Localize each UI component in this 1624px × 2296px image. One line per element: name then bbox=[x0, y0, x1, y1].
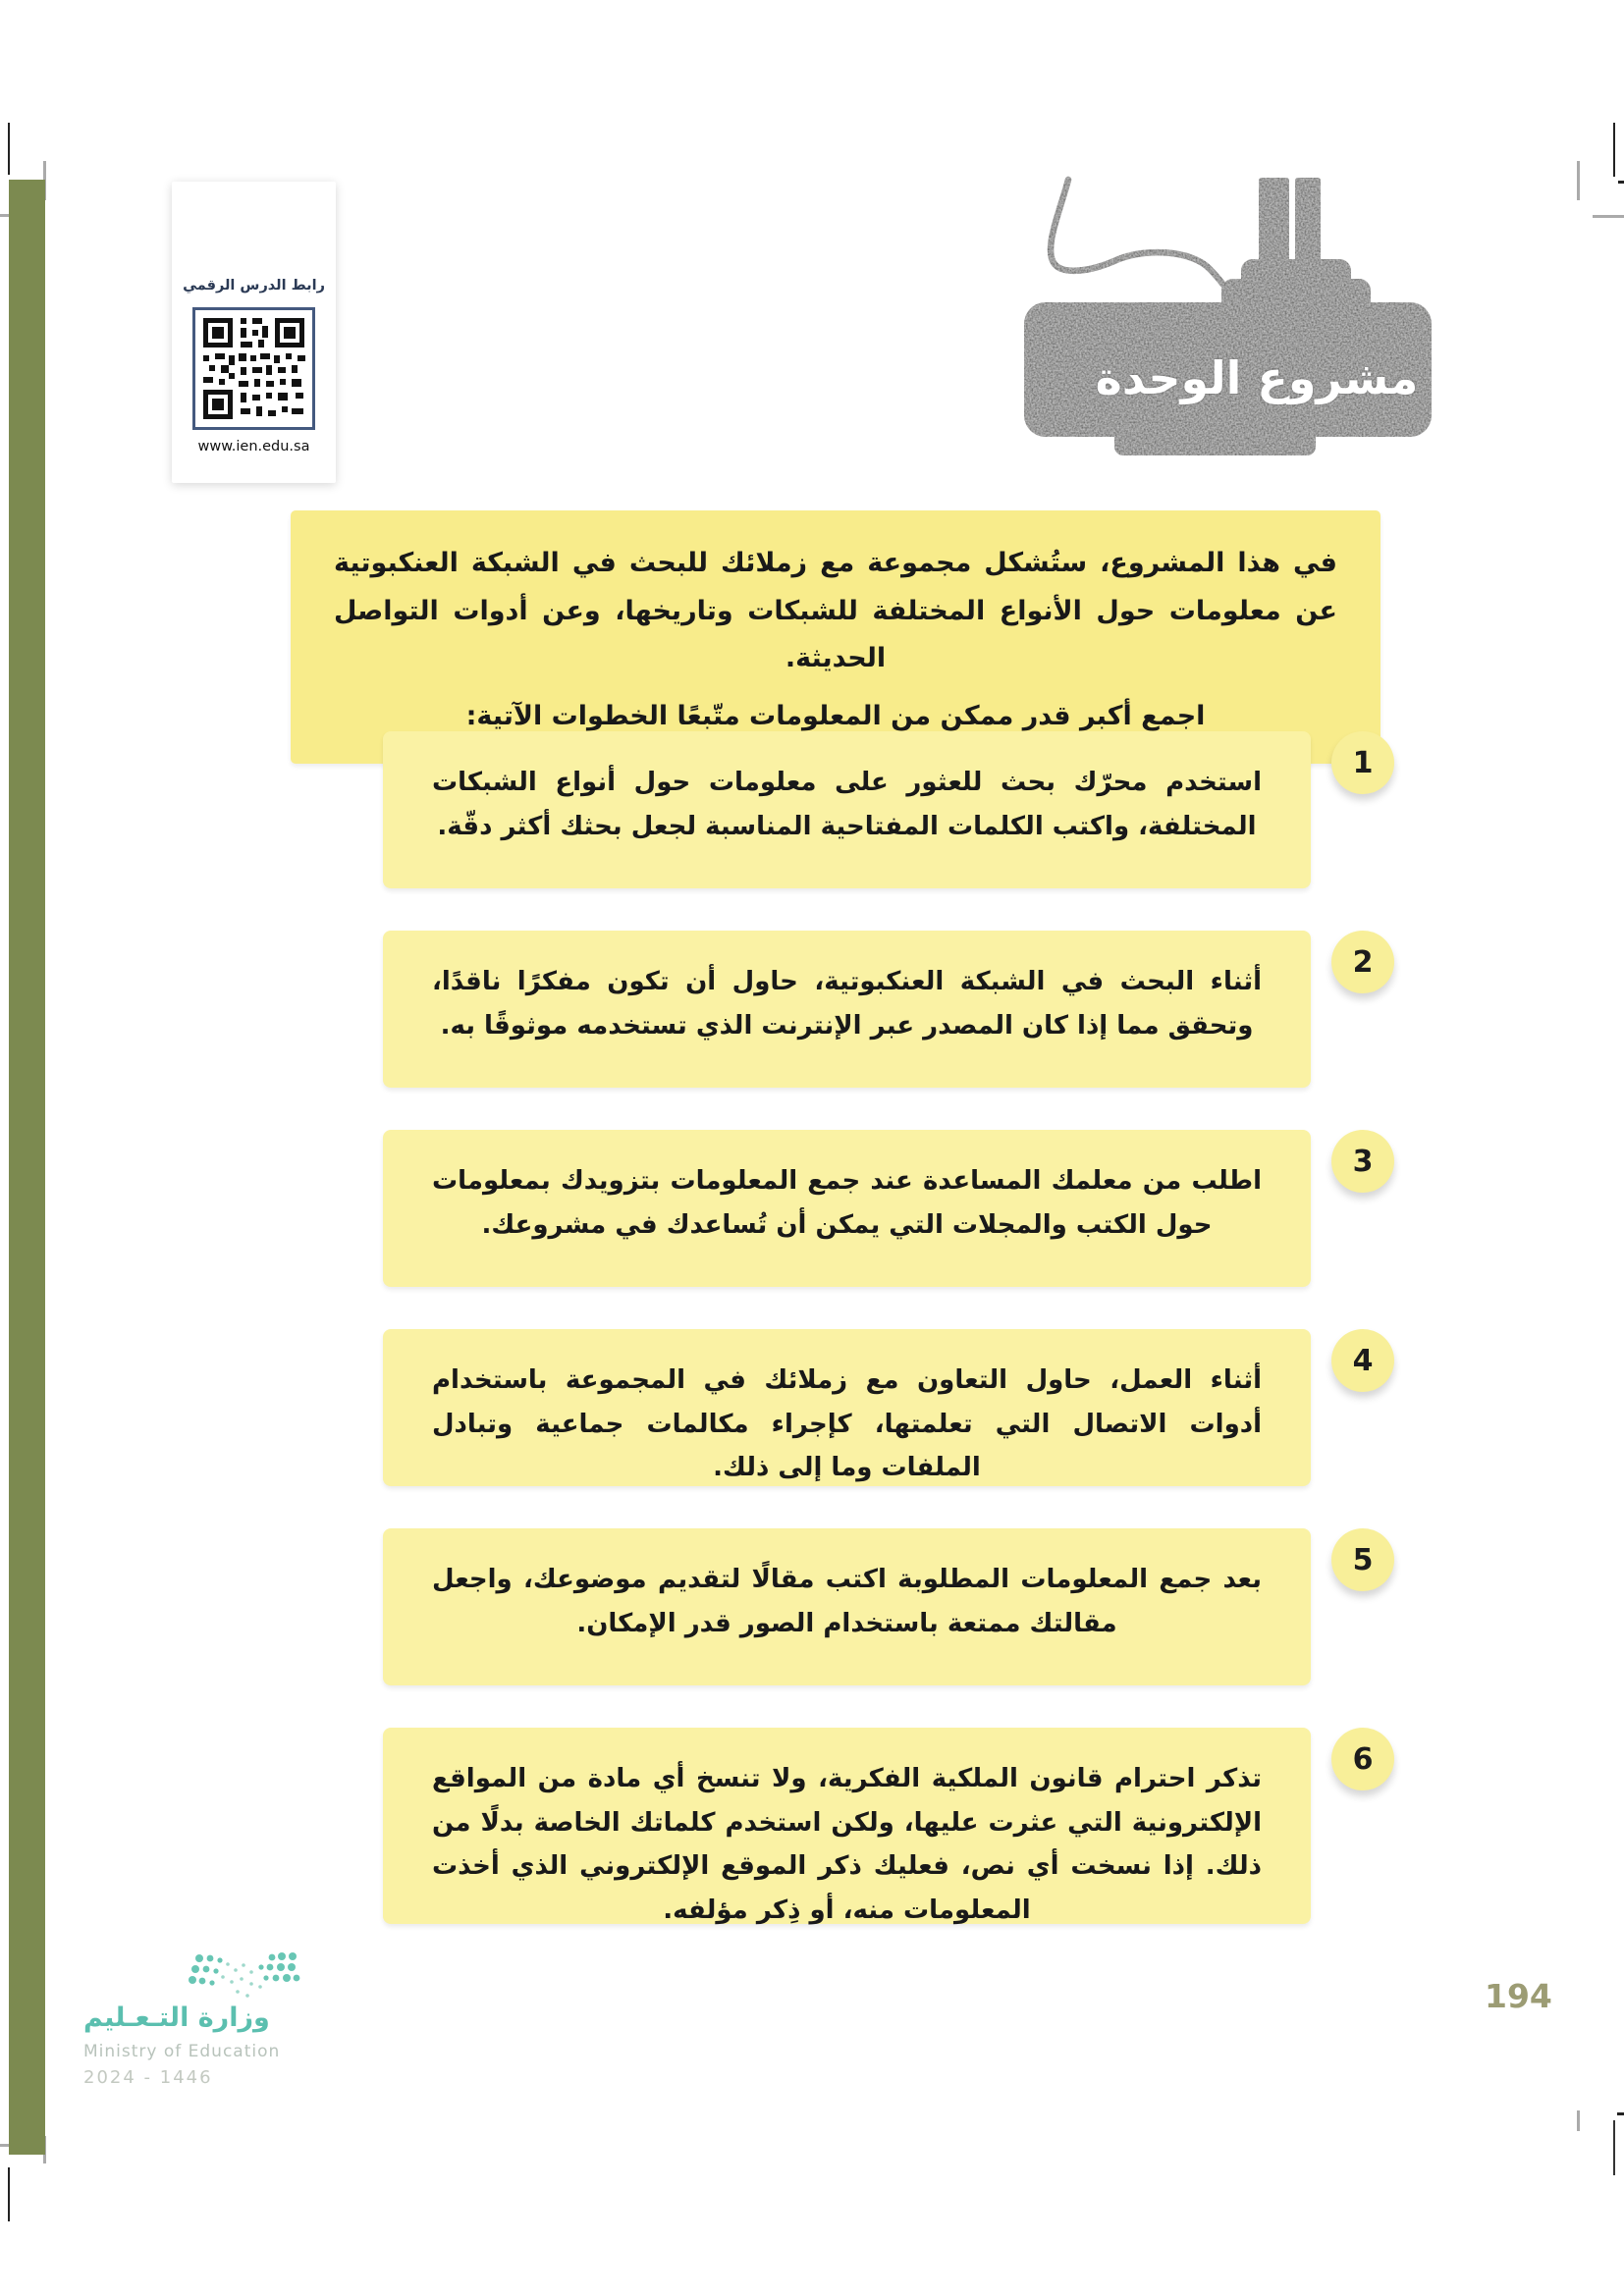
step-number-badge: 3 bbox=[1331, 1130, 1394, 1193]
step-text: بعد جمع المعلومات المطلوبة اكتب مقالًا لتقديم موضوعك، واجعل مقالتك ممتعة باستخدام الصور قدر الإمكان. bbox=[432, 1565, 1262, 1638]
step-box bbox=[383, 1329, 1311, 1486]
crop-mark bbox=[8, 123, 10, 175]
crop-mark bbox=[1618, 181, 1624, 184]
step-box bbox=[383, 1130, 1311, 1287]
crop-mark bbox=[1613, 2120, 1615, 2175]
ministry-name-arabic: وزارة التـعـليم bbox=[83, 2002, 270, 2033]
ministry-name-english: Ministry of Education bbox=[83, 2042, 281, 2061]
step-text: أثناء العمل، حاول التعاون مع زملائك في المجموعة باستخدام أدوات الاتصال التي تعلمتها، كإجراء مكالمات جماعية وتبادل الملفات وما إلى ذلك. bbox=[432, 1365, 1262, 1483]
qr-card-label: رابط الدرس الرقمي bbox=[183, 278, 325, 294]
step-box bbox=[383, 931, 1311, 1088]
ministry-logo-dots bbox=[150, 1951, 307, 2001]
crop-mark bbox=[1593, 215, 1624, 218]
plug-illustration bbox=[1001, 165, 1473, 494]
step-text: اطلب من معلمك المساعدة عند جمع المعلومات بتزويدك بمعلومات حول الكتب والمجلات التي يمكن أن تُساعدك في مشروعك. bbox=[432, 1166, 1262, 1240]
unit-project-banner bbox=[1001, 165, 1473, 494]
step-text: أثناء البحث في الشبكة العنكبوتية، حاول أن تكون مفكرًا ناقدًا، وتحقق مما إذا كان المصدر عبر الإنترنت الذي تستخدمه موثوقًا به. bbox=[432, 967, 1262, 1041]
crop-mark bbox=[1577, 2110, 1580, 2131]
crop-mark bbox=[8, 2167, 10, 2221]
page-number: 194 bbox=[1485, 1977, 1552, 2015]
digital-lesson-card bbox=[172, 182, 336, 483]
step-text: استخدم محرّك بحث للعثور على معلومات حول أنواع الشبكات المختلفة، واكتب الكلمات المفتاحية المناسبة لجعل بحثك أكثر دقّة. bbox=[432, 768, 1262, 841]
step-text: تذكر احترام قانون الملكية الفكرية، ولا تنسخ أي مادة من المواقع الإلكترونية التي عثرت عليها، ولكن استخدم كلماتك الخاصة بدلًا من ذلك. إذا نسخت أي نص، فعليك ذكر الموقع الإلكتروني الذي أخذت المعلومات منه، أو ذِكر مؤلفه. bbox=[432, 1764, 1262, 1926]
step-number-badge: 1 bbox=[1331, 731, 1394, 794]
step-row bbox=[383, 931, 1394, 1088]
step-number-badge: 4 bbox=[1331, 1329, 1394, 1392]
crop-mark bbox=[1613, 123, 1615, 177]
steps-list bbox=[383, 731, 1394, 1966]
intro-text: في هذا المشروع، ستُشكل مجموعة مع زملائك للبحث في الشبكة العنكبوتية عن معلومات حول الأنواع المختلفة للشبكات وتاريخها، وعن أدوات التواصل الحديثة. bbox=[334, 548, 1337, 674]
crop-mark bbox=[1617, 2112, 1624, 2115]
qr-code-image bbox=[192, 307, 315, 430]
step-number-badge: 2 bbox=[1331, 931, 1394, 993]
qr-card-url: www.ien.edu.sa bbox=[197, 439, 310, 454]
ministry-years: 2024 - 1446 bbox=[83, 2067, 213, 2088]
step-row bbox=[383, 1329, 1394, 1486]
step-row bbox=[383, 1130, 1394, 1287]
step-box bbox=[383, 1728, 1311, 1924]
step-row bbox=[383, 1528, 1394, 1685]
step-box bbox=[383, 1528, 1311, 1685]
step-row bbox=[383, 731, 1394, 888]
step-number-badge: 5 bbox=[1331, 1528, 1394, 1591]
crop-mark bbox=[1577, 161, 1580, 200]
step-number-badge: 6 bbox=[1331, 1728, 1394, 1790]
intro-instruction: اجمع أكبر قدر ممكن من المعلومات متّبعًا الخطوات الآتية: bbox=[465, 700, 1206, 731]
intro-box bbox=[291, 510, 1380, 764]
page-edge-bar bbox=[9, 180, 45, 2155]
step-row bbox=[383, 1728, 1394, 1924]
page-title: مشروع الوحدة bbox=[1095, 351, 1419, 404]
step-box bbox=[383, 731, 1311, 888]
